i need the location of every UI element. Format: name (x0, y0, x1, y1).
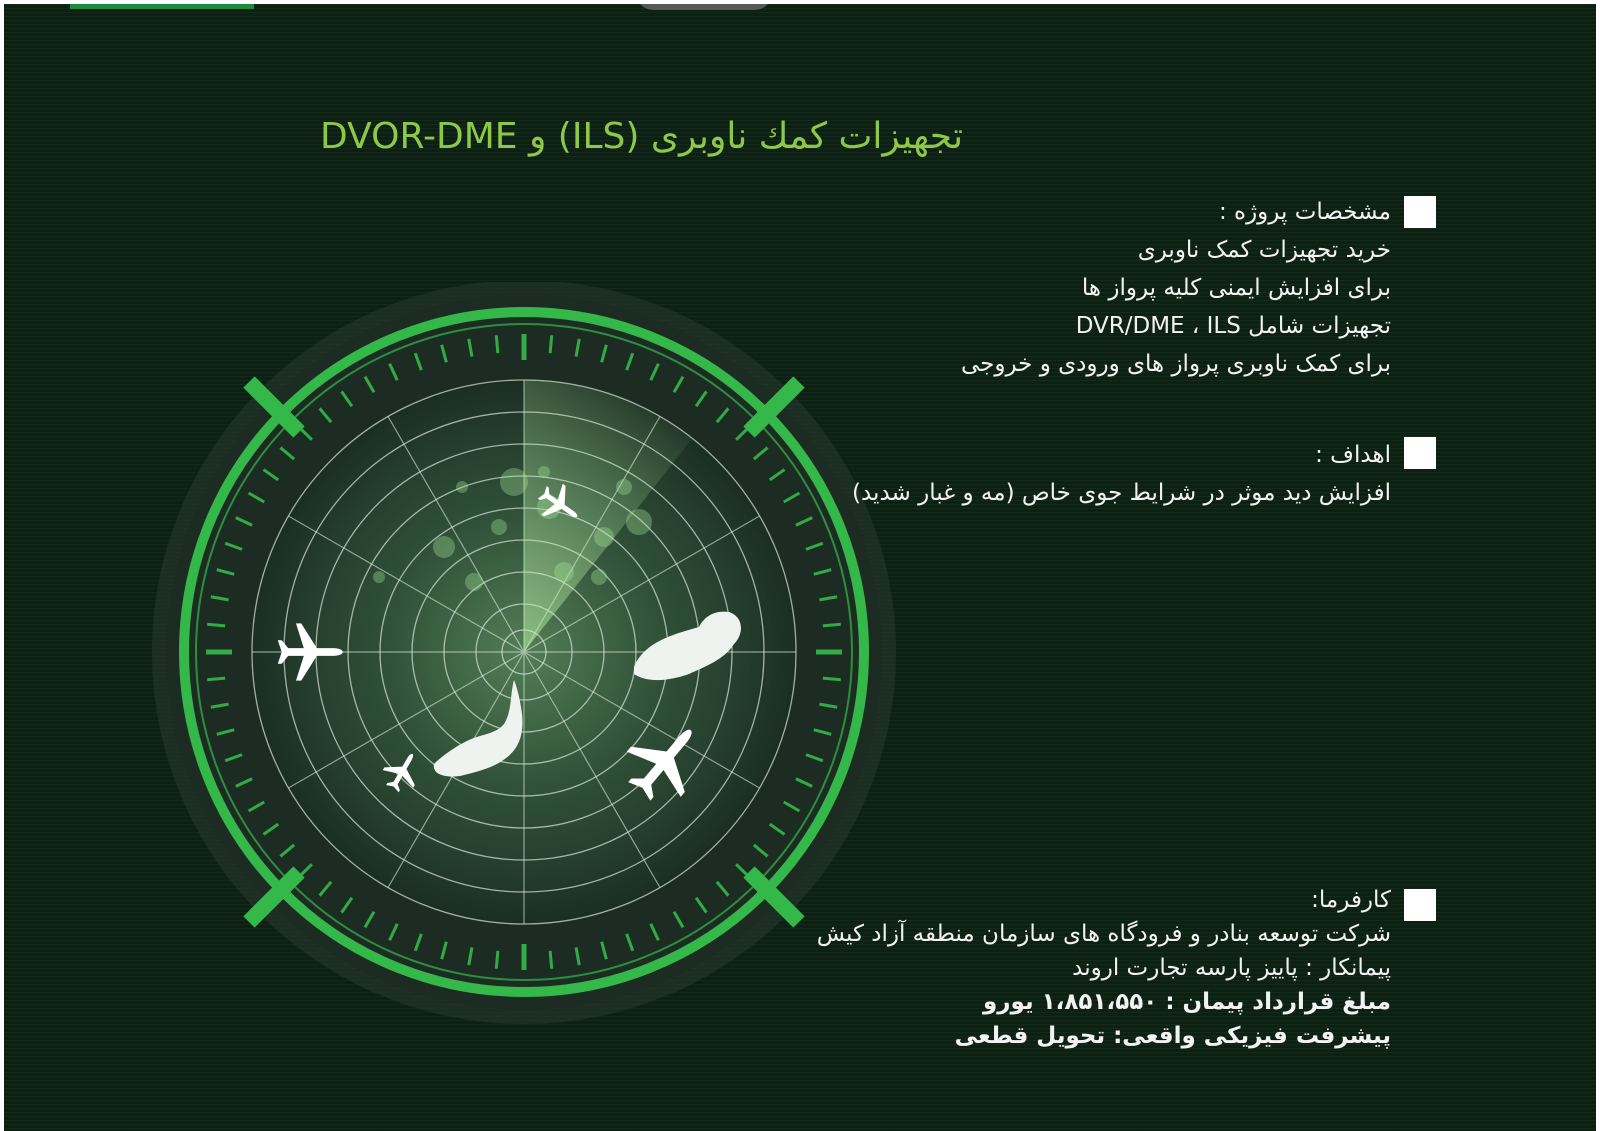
project-specs (961, 193, 1391, 383)
client-info (817, 883, 1391, 1053)
bullet-square (1404, 889, 1436, 921)
specs-heading: مشخصات پروژه : (1218, 199, 1391, 225)
client-heading: کارفرما: (1311, 887, 1391, 913)
bullet-square (1404, 196, 1436, 228)
bullet-square (1404, 437, 1436, 469)
client-line: شرکت توسعه بنادر و فرودگاه های سازمان منطقه آزاد کیش (816, 921, 1391, 947)
specs-line: خرید تجهیزات کمک ناوبری (1137, 237, 1391, 263)
contractor-line: پیمانکار : پاییز پارسه تجارت اروند (1072, 955, 1391, 981)
page-title: تجهیزات کمك ناوبری (ILS) و DVOR-DME (320, 116, 963, 157)
contract-amount: مبلغ قرارداد پیمان : ۱،۸۵۱،۵۵۰ یورو (982, 989, 1391, 1015)
radar-icon (144, 282, 904, 1042)
specs-line: تجهیزات شامل DVR/DME ، ILS (1075, 313, 1391, 339)
goals (852, 436, 1391, 512)
specs-line: برای کمک ناوبری پرواز های ورودی و خروجی (960, 351, 1391, 377)
goals-line: افزایش دید موثر در شرایط جوی خاص (مه و غبار شدید) (852, 480, 1391, 506)
info-panel (4, 4, 1596, 1131)
physical-progress: پیشرفت فیزیکی واقعی: تحویل قطعی (954, 1023, 1391, 1049)
top-knob-decoration (634, 4, 774, 10)
goals-heading: اهداف : (1315, 442, 1391, 468)
specs-line: برای افزایش ایمنی کلیه پرواز ها (1081, 275, 1391, 301)
top-tab-decoration (70, 4, 254, 9)
